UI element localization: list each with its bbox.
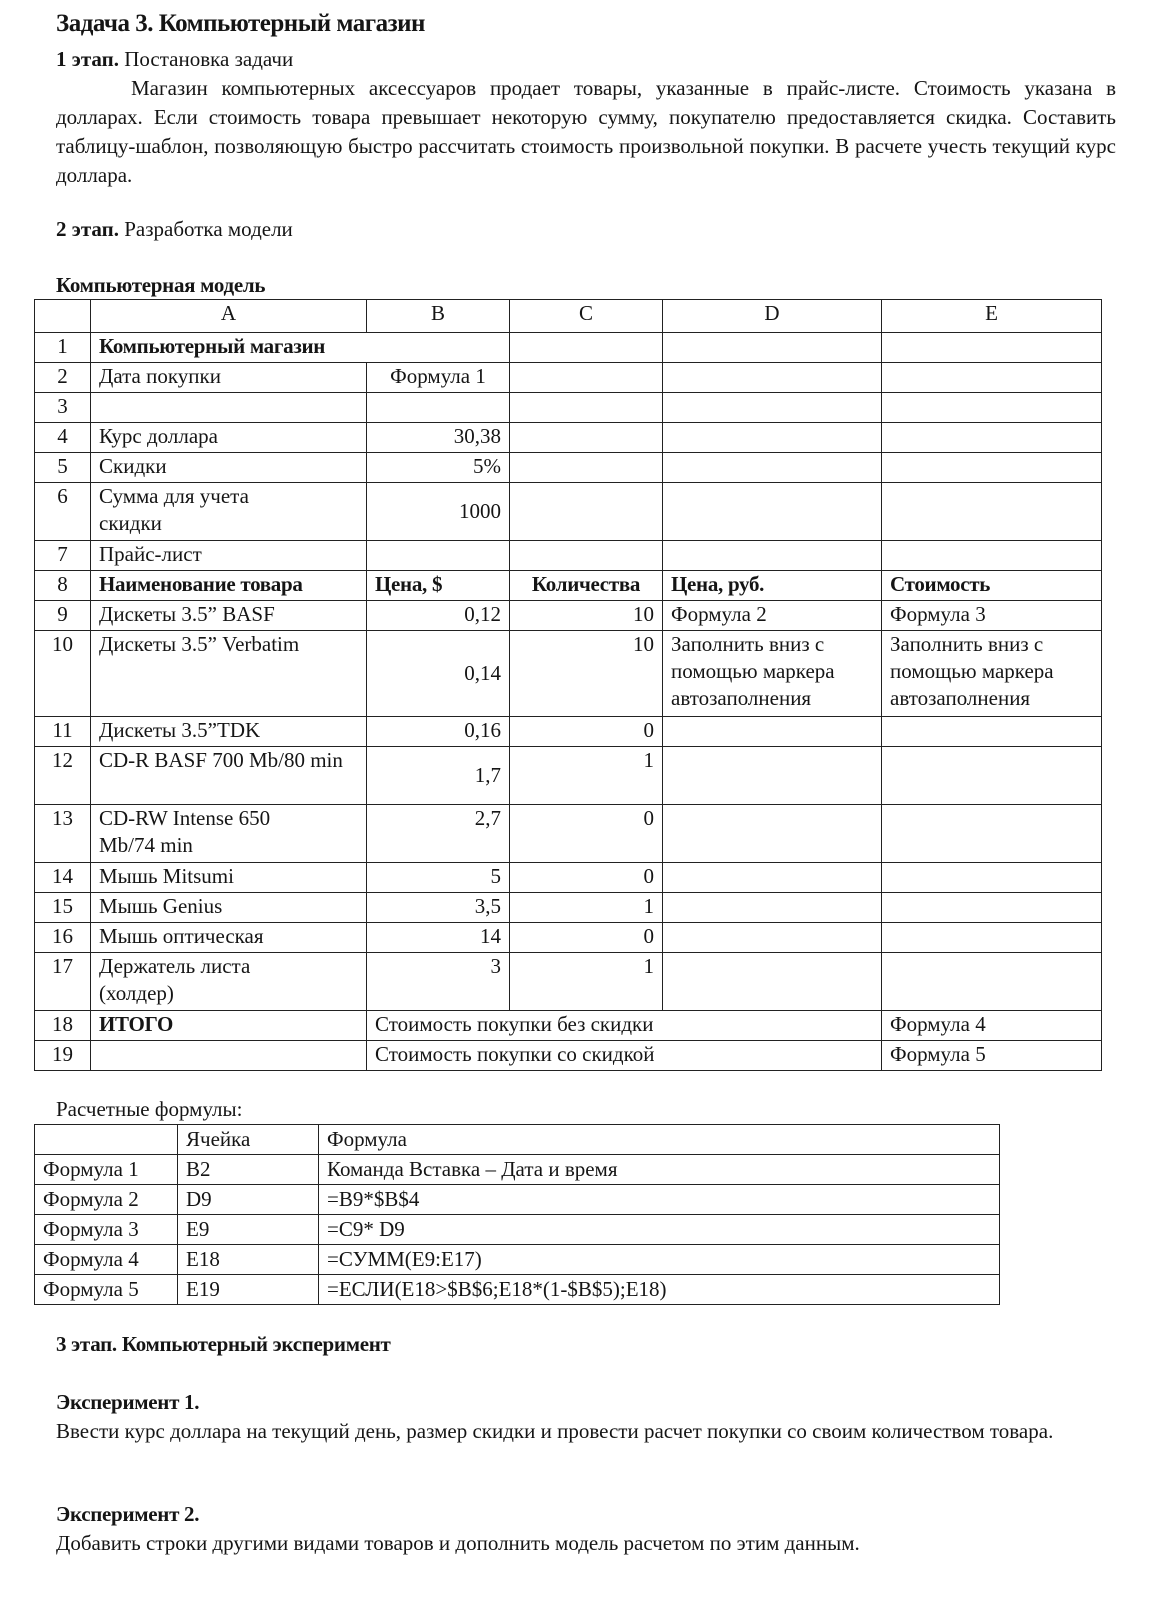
cell-a15: Мышь Genius: [91, 893, 367, 923]
cell-a8: Наименование товара: [91, 571, 367, 601]
experiment-1-text: Ввести курс доллара на текущий день, размер скидки и провести расчет покупки со своим количеством товара.: [56, 1419, 1054, 1443]
cell-e2: [882, 363, 1102, 393]
cell-b16: 14: [367, 923, 510, 953]
row-number: 3: [35, 393, 91, 423]
cell-d3: [663, 393, 882, 423]
table-row: [35, 863, 1102, 893]
cell-c11: 0: [510, 717, 663, 747]
cell-e15: [882, 893, 1102, 923]
row-number: 18: [35, 1011, 91, 1041]
column-header: A: [91, 300, 367, 333]
formula-text: =B9*$B$4: [319, 1185, 1000, 1215]
cell-e7: [882, 541, 1102, 571]
table-row: [35, 953, 1102, 1011]
formulas-header-cell: Формула: [319, 1125, 1000, 1155]
cell-c17: 1: [510, 953, 663, 1011]
stage-1-text: Постановка задачи: [124, 47, 294, 71]
cell-a5: Скидки: [91, 453, 367, 483]
table-row: [35, 453, 1102, 483]
stage-2-heading: [56, 214, 293, 244]
experiment-1-title: Эксперимент 1.: [56, 1390, 200, 1414]
cell-d4: [663, 423, 882, 453]
row-number: 14: [35, 863, 91, 893]
spreadsheet-model-table: [34, 299, 1102, 1071]
formula-cell: B2: [178, 1155, 319, 1185]
corner-cell: [35, 300, 91, 333]
formula-text: =СУММ(E9:E17): [319, 1245, 1000, 1275]
cell-e18: Формула 4: [882, 1011, 1102, 1041]
cell-b13: 2,7: [367, 805, 510, 863]
table-row: [35, 747, 1102, 805]
cell-e16: [882, 923, 1102, 953]
cell-c10: 10: [510, 631, 663, 717]
cell-a6: Сумма для учета скидки: [91, 483, 367, 541]
table-row: [35, 893, 1102, 923]
cell-a3: [91, 393, 367, 423]
formula-name: Формула 5: [35, 1275, 178, 1305]
table-row: [35, 483, 1102, 541]
cell-d6: [663, 483, 882, 541]
stage-1-heading: [56, 44, 293, 74]
cell-e8: Стоимость: [882, 571, 1102, 601]
formula-text: =C9* D9: [319, 1215, 1000, 1245]
cell-e9: Формула 3: [882, 601, 1102, 631]
table-row: [35, 541, 1102, 571]
cell-e13: [882, 805, 1102, 863]
cell-d14: [663, 863, 882, 893]
cell-d17: [663, 953, 882, 1011]
cell-c9: 10: [510, 601, 663, 631]
formula-name: Формула 1: [35, 1155, 178, 1185]
row-number: 15: [35, 893, 91, 923]
cell-b19-merged: Стоимость покупки со скидкой: [367, 1041, 882, 1071]
formula-text: =ЕСЛИ(E18>$B$6;E18*(1-$B$5);E18): [319, 1275, 1000, 1305]
formula-text: Команда Вставка – Дата и время: [319, 1155, 1000, 1185]
cell-b9: 0,12: [367, 601, 510, 631]
column-header: C: [510, 300, 663, 333]
table-row: [35, 601, 1102, 631]
cell-b14: 5: [367, 863, 510, 893]
cell-b10: 0,14: [367, 631, 510, 717]
cell-b11: 0,16: [367, 717, 510, 747]
table-row: [35, 1011, 1102, 1041]
formula-row: [35, 1215, 1000, 1245]
cell-e12: [882, 747, 1102, 805]
cell-c1: [510, 333, 663, 363]
row-number: 19: [35, 1041, 91, 1071]
model-heading: Компьютерная модель: [56, 273, 266, 297]
cell-d10: Заполнить вниз с помощью маркера автозаполнения: [663, 631, 882, 717]
cell-a18: ИТОГО: [91, 1011, 367, 1041]
stage-3-heading: 3 этап. Компьютерный эксперимент: [56, 1332, 391, 1356]
cell-b7: [367, 541, 510, 571]
cell-d9: Формула 2: [663, 601, 882, 631]
cell-d1: [663, 333, 882, 363]
cell-c4: [510, 423, 663, 453]
table-row: [35, 363, 1102, 393]
row-number: 2: [35, 363, 91, 393]
row-number: 4: [35, 423, 91, 453]
table-row: [35, 423, 1102, 453]
row-number: 6: [35, 483, 91, 541]
row-number: 13: [35, 805, 91, 863]
cell-b2: Формула 1: [367, 363, 510, 393]
cell-b15: 3,5: [367, 893, 510, 923]
cell-a17: Держатель листа (холдер): [91, 953, 367, 1011]
cell-b8: Цена, $: [367, 571, 510, 601]
stage-2-text: Разработка модели: [124, 217, 293, 241]
cell-d13: [663, 805, 882, 863]
row-number: 7: [35, 541, 91, 571]
cell-d15: [663, 893, 882, 923]
cell-c6: [510, 483, 663, 541]
cell-a2: Дата покупки: [91, 363, 367, 393]
formula-cell: E19: [178, 1275, 319, 1305]
cell-a10: Дискеты 3.5” Verbatim: [91, 631, 367, 717]
cell-c5: [510, 453, 663, 483]
column-header: B: [367, 300, 510, 333]
cell-c15: 1: [510, 893, 663, 923]
table-row: [35, 1041, 1102, 1071]
cell-a13: CD-RW Intense 650 Mb/74 min: [91, 805, 367, 863]
column-header: D: [663, 300, 882, 333]
stage-1-label: 1 этап.: [56, 47, 119, 71]
cell-e3: [882, 393, 1102, 423]
cell-e5: [882, 453, 1102, 483]
cell-d11: [663, 717, 882, 747]
cell-d16: [663, 923, 882, 953]
cell-c8: Количества: [510, 571, 663, 601]
cell-b17: 3: [367, 953, 510, 1011]
cell-e1: [882, 333, 1102, 363]
cell-e6: [882, 483, 1102, 541]
cell-d7: [663, 541, 882, 571]
cell-a19: [91, 1041, 367, 1071]
row-number: 1: [35, 333, 91, 363]
stage-2-label: 2 этап.: [56, 217, 119, 241]
cell-c3: [510, 393, 663, 423]
table-row: [35, 393, 1102, 423]
cell-b6: 1000: [367, 483, 510, 541]
formula-row: [35, 1245, 1000, 1275]
formulas-header-row: [35, 1125, 1000, 1155]
cell-b12: 1,7: [367, 747, 510, 805]
row-number: 11: [35, 717, 91, 747]
row-number: 16: [35, 923, 91, 953]
task-description: Магазин компьютерных аксессуаров продает товары, указанные в прайс-листе. Стоимость указана в долларах. Если стоимость товара превышает некоторую сумму, покупателю предоставляется скидка. Составить таблицу-шаблон, позволяющую быстро рассчитать стоимость произвольной покупки. В расчете учесть текущий курс доллара.: [56, 76, 1116, 187]
formulas-caption: Расчетные формулы:: [56, 1097, 243, 1121]
formula-cell: E9: [178, 1215, 319, 1245]
cell-c2: [510, 363, 663, 393]
cell-c7: [510, 541, 663, 571]
table-row: [35, 631, 1102, 717]
cell-b18-merged: Стоимость покупки без скидки: [367, 1011, 882, 1041]
row-number: 8: [35, 571, 91, 601]
experiment-2-text: Добавить строки другими видами товаров и дополнить модель расчетом по этим данным.: [56, 1531, 860, 1555]
cell-d8: Цена, руб.: [663, 571, 882, 601]
cell-a14: Мышь Mitsumi: [91, 863, 367, 893]
cell-e4: [882, 423, 1102, 453]
column-header-row: [35, 300, 1102, 333]
row-number: 17: [35, 953, 91, 1011]
table-row: [35, 805, 1102, 863]
table-row: [35, 717, 1102, 747]
cell-c16: 0: [510, 923, 663, 953]
row-number: 9: [35, 601, 91, 631]
formula-row: [35, 1185, 1000, 1215]
formula-name: Формула 2: [35, 1185, 178, 1215]
formula-cell: E18: [178, 1245, 319, 1275]
cell-c14: 0: [510, 863, 663, 893]
cell-c13: 0: [510, 805, 663, 863]
experiment-2-title: Эксперимент 2.: [56, 1502, 200, 1526]
formulas-header-cell: [35, 1125, 178, 1155]
cell-e10: Заполнить вниз с помощью маркера автозаполнения: [882, 631, 1102, 717]
table-row: [35, 333, 1102, 363]
formula-name: Формула 3: [35, 1215, 178, 1245]
formulas-header-cell: Ячейка: [178, 1125, 319, 1155]
cell-d12: [663, 747, 882, 805]
cell-e14: [882, 863, 1102, 893]
table-row: [35, 923, 1102, 953]
cell-b4: 30,38: [367, 423, 510, 453]
cell-a9: Дискеты 3.5” BASF: [91, 601, 367, 631]
cell-a11: Дискеты 3.5”TDK: [91, 717, 367, 747]
cell-b5: 5%: [367, 453, 510, 483]
cell-e11: [882, 717, 1102, 747]
cell-d5: [663, 453, 882, 483]
formula-cell: D9: [178, 1185, 319, 1215]
cell-a4: Курс доллара: [91, 423, 367, 453]
row-number: 12: [35, 747, 91, 805]
cell-a16: Мышь оптическая: [91, 923, 367, 953]
cell-a7: Прайс-лист: [91, 541, 367, 571]
cell-b3: [367, 393, 510, 423]
cell-e17: [882, 953, 1102, 1011]
table-row: [35, 571, 1102, 601]
formulas-table: [34, 1124, 1000, 1305]
row-number: 5: [35, 453, 91, 483]
formula-row: [35, 1155, 1000, 1185]
cell-a12: CD-R BASF 700 Mb/80 min: [91, 747, 367, 805]
cell-c12: 1: [510, 747, 663, 805]
cell-a1: Компьютерный магазин: [91, 333, 510, 363]
cell-e19: Формула 5: [882, 1041, 1102, 1071]
cell-d2: [663, 363, 882, 393]
row-number: 10: [35, 631, 91, 717]
formula-row: [35, 1275, 1000, 1305]
column-header: E: [882, 300, 1102, 333]
page-title: Задача 3. Компьютерный магазин: [56, 10, 425, 37]
formula-name: Формула 4: [35, 1245, 178, 1275]
